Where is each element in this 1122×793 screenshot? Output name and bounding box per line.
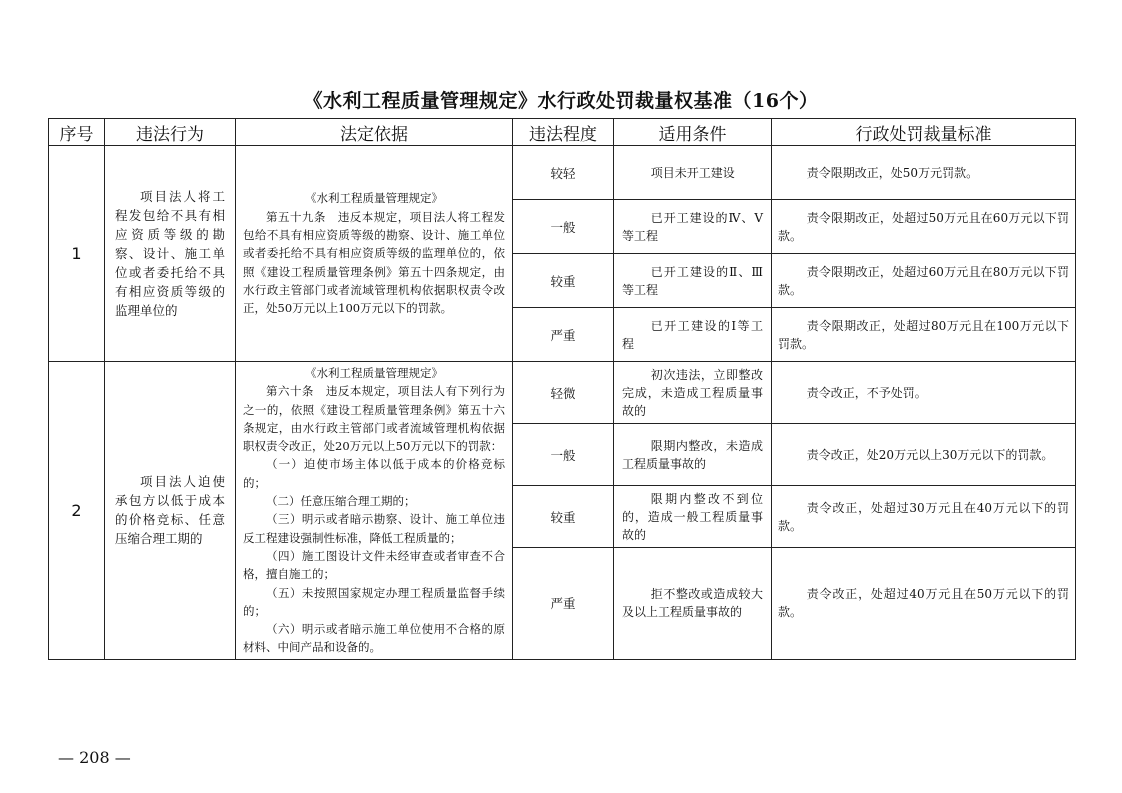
basis-title: 《水利工程质量管理规定》 [305,366,443,380]
row-number: 2 [49,362,105,660]
degree-cell: 严重 [513,548,614,660]
header-legal-basis: 法定依据 [236,119,513,146]
header-condition: 适用条件 [614,119,772,146]
degree-cell: 严重 [513,308,614,362]
basis-title: 《水利工程质量管理规定》 [305,191,443,206]
degree-cell: 较重 [513,486,614,548]
basis-clause: （二）任意压缩合理工期的； [266,494,416,509]
violation-text: 项目法人迫使承包方以低于成本的价格竞标、任意压缩合理工期的 [105,362,236,660]
basis-clause: （六）明示或者暗示施工单位使用不合格的原材料、中间产品和设备的。 [243,622,505,655]
basis-paragraph: 第六十条 违反本规定，项目法人有下列行为之一的，依照《建设工程质量管理条例》第五十六条规定，由水行政主管部门或者流域管理机构依据职权责令改正，处20万元以上50万元以下的罚款： [243,384,505,454]
violation-text: 项目法人将工程发包给不具有相应资质等级的勘察、设计、施工单位或者委托给不具有相应资质等级的监理单位的 [105,146,236,362]
degree-cell: 较轻 [513,146,614,200]
legal-basis [236,362,513,660]
standard-cell: 责令改正，处超过30万元且在40万元以下的罚款。 [772,486,1076,548]
basis-clause: （四）施工图设计文件未经审查或者审查不合格，擅自施工的； [243,548,505,582]
condition-cell: 项目未开工建设 [614,146,772,200]
standard-cell: 责令限期改正，处超过80万元且在100万元以下罚款。 [772,308,1076,362]
condition-cell: 已开工建设的Ⅰ等工程 [614,308,772,362]
standard-cell: 责令限期改正，处超过50万元且在60万元以下罚款。 [772,200,1076,254]
condition-cell: 已开工建设的Ⅳ、Ⅴ等工程 [614,200,772,254]
legal-basis [236,146,513,362]
basis-clause: （五）未按照国家规定办理工程质量监督手续的； [243,585,505,618]
table-row [49,362,1076,424]
table-row [49,146,1076,200]
condition-cell: 限期内整改，未造成工程质量事故的 [614,424,772,486]
header-penalty-standard: 行政处罚裁量标准 [772,119,1076,146]
penalty-discretion-table [48,118,1076,660]
header-no: 序号 [49,119,105,146]
degree-cell: 轻微 [513,362,614,424]
page-number: — 208 — [58,748,131,767]
standard-cell: 责令限期改正，处50万元罚款。 [772,146,1076,200]
table-header-row [49,119,1076,146]
degree-cell: 较重 [513,254,614,308]
standard-cell: 责令限期改正，处超过60万元且在80万元以下罚款。 [772,254,1076,308]
standard-cell: 责令改正，处超过40万元且在50万元以下的罚款。 [772,548,1076,660]
row-number: 1 [49,146,105,362]
condition-cell: 限期内整改不到位的，造成一般工程质量事故的 [614,486,772,548]
basis-clause: （一）迫使市场主体以低于成本的价格竞标的； [243,457,505,490]
header-violation: 违法行为 [105,119,236,146]
basis-paragraph: 第五十九条 违反本规定，项目法人将工程发包给不具有相应资质等级的勘察、设计、施工单位或者委托给不具有相应资质等级的监理单位的，依照《建设工程质量管理条例》第五十四条规定，由水行政主管部门或者流域管理机构依据职权责令改正，处50万元以上100万元以下的罚款。 [243,209,505,316]
standard-cell: 责令改正，处20万元以上30万元以下的罚款。 [772,424,1076,486]
degree-cell: 一般 [513,200,614,254]
condition-cell: 初次违法，立即整改完成，未造成工程质量事故的 [614,362,772,424]
condition-cell: 拒不整改或造成较大及以上工程质量事故的 [614,548,772,660]
document-title: 《水利工程质量管理规定》水行政处罚裁量权基准（16个） [303,90,819,112]
header-degree: 违法程度 [513,119,614,146]
condition-cell: 已开工建设的Ⅱ、Ⅲ等工程 [614,254,772,308]
standard-cell: 责令改正，不予处罚。 [772,362,1076,424]
degree-cell: 一般 [513,424,614,486]
basis-clause: （三）明示或者暗示勘察、设计、施工单位违反工程建设强制性标准，降低工程质量的； [243,512,505,545]
